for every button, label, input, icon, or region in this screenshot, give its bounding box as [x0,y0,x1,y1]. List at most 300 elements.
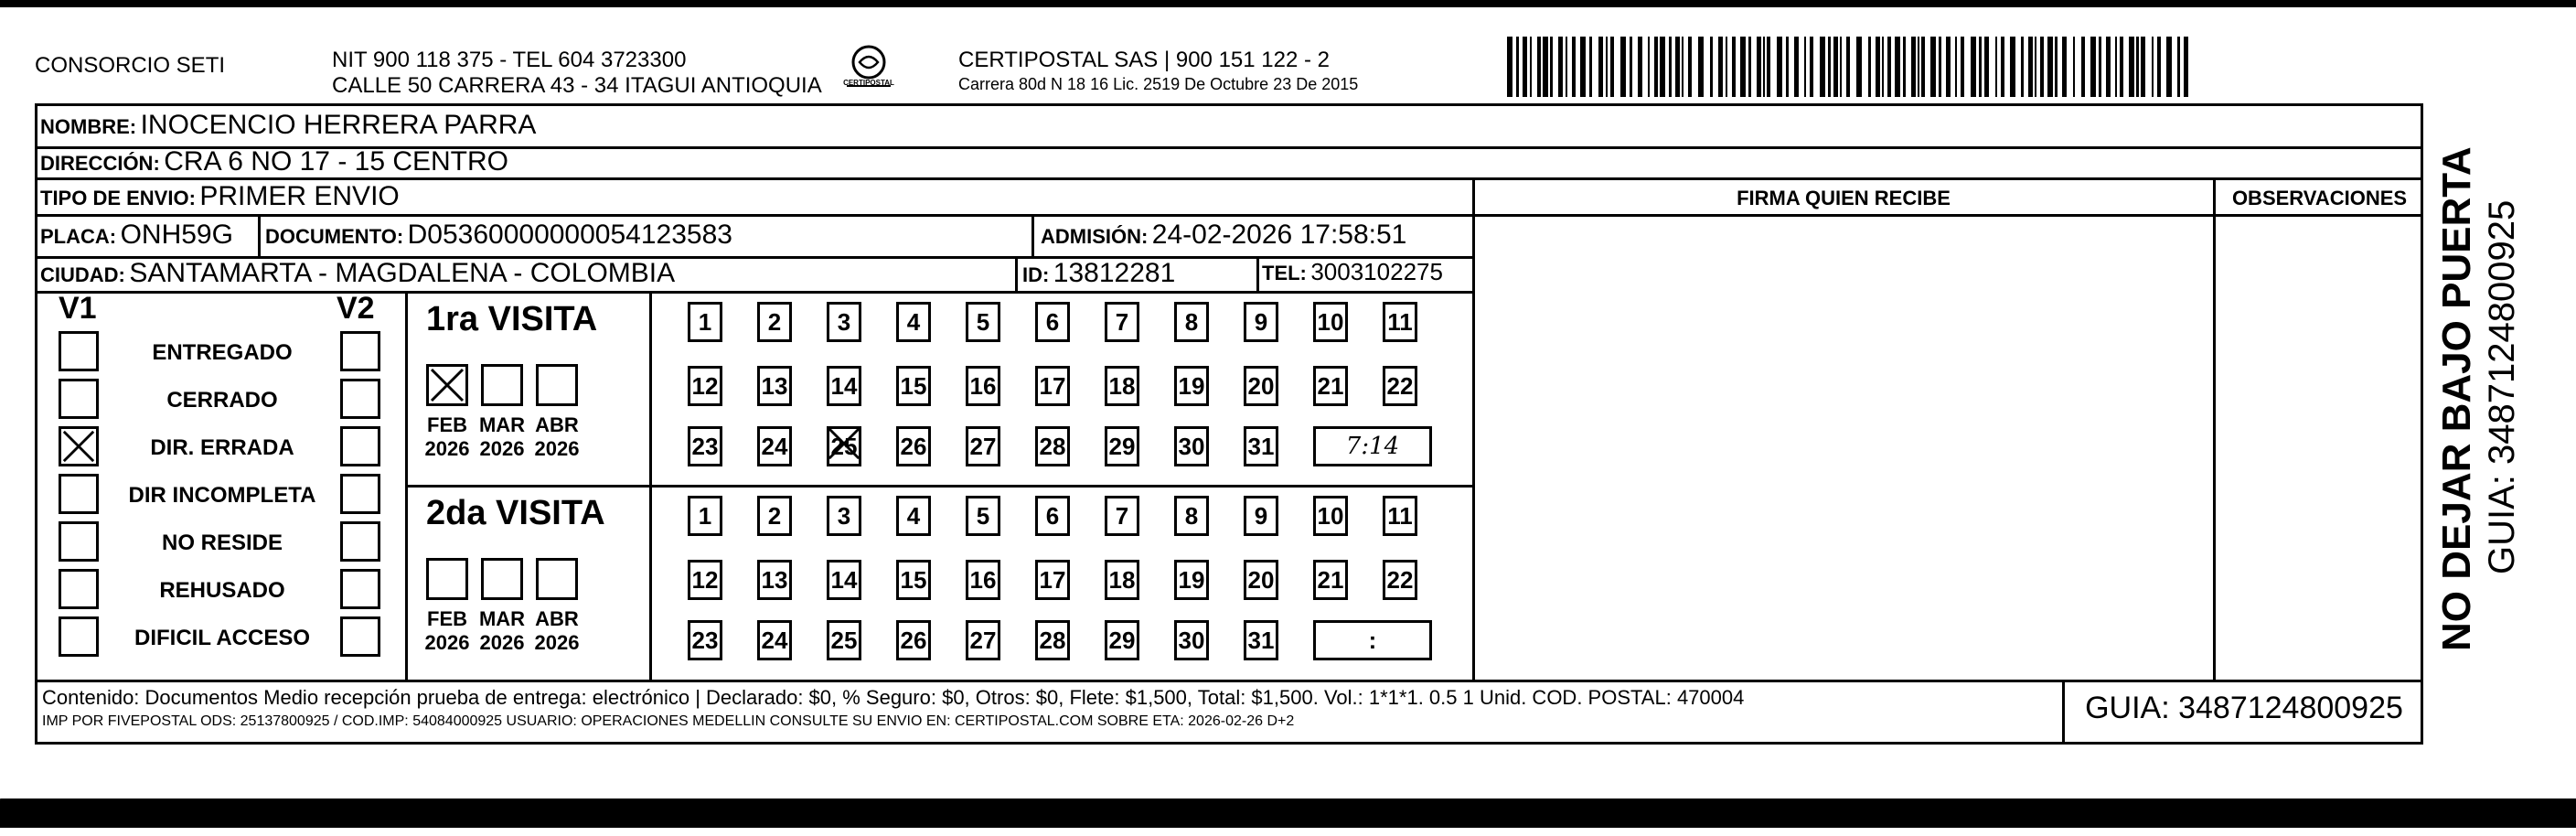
day-number: 20 [1247,372,1275,400]
month-checkbox[interactable] [426,558,468,600]
day-box[interactable] [1244,302,1278,342]
day-number: 2 [767,502,782,530]
barcode-bar [1930,37,1936,97]
day-number: 14 [830,566,858,594]
month-label [420,607,475,655]
barcode-bar [2177,37,2180,97]
barcode-bar [2152,37,2154,97]
barcode-bar [1732,37,1736,97]
placa-divider [258,214,261,256]
day-box[interactable] [1174,560,1209,600]
month-checkbox[interactable] [481,364,523,406]
day-box[interactable] [1174,426,1209,466]
day-box[interactable] [688,560,722,600]
barcode-bar [1955,37,1957,97]
barcode-bar [1620,37,1626,97]
day-box[interactable] [1313,366,1348,406]
id-cell [1022,258,1175,289]
day-box[interactable] [1035,302,1070,342]
day-number: 23 [691,627,719,654]
month-year: 2026 [534,437,580,460]
imp-line: IMP POR FIVEPOSTAL ODS: 25137800925 / COD.IMP: 54084000925 USUARIO: OPERACIONES MEDELLIN CONSULTE SU ENVIO EN: CERTIPOSTAL.COM SOBRE ETA: 2026-02-26 D+2 [42,713,1295,729]
day-box[interactable] [1174,302,1209,342]
day-number: 3 [837,502,851,530]
visit1-title: 1ra VISITA [426,300,598,338]
barcode-bar [1971,37,1976,97]
day-number: 28 [1039,627,1066,654]
day-number: 22 [1386,372,1414,400]
status-label: DIR INCOMPLETA [128,483,316,508]
barcode-bar [1918,37,1919,97]
barcode-bar [2010,37,2015,97]
day-number: 5 [976,308,990,336]
barcode-bar [1740,37,1746,97]
month-checkbox[interactable] [481,558,523,600]
obs-left-border [2213,177,2216,680]
month-year: 2026 [534,631,580,654]
barcode-bar [2106,37,2111,97]
barcode-bar [1979,37,1982,97]
day-box[interactable] [827,496,861,536]
placa-value: ONH59G [120,220,233,250]
day-box[interactable] [966,366,1000,406]
day-number: 24 [761,627,788,654]
day-number: 7 [1115,308,1129,336]
day-number: 23 [691,433,719,460]
day-number: 13 [761,566,788,594]
barcode-bar [2099,37,2101,97]
day-number: 13 [761,372,788,400]
barcode-bar [1606,37,1608,97]
barcode-bar [1921,37,1925,97]
day-box[interactable] [1035,560,1070,600]
certipostal-logo-icon [841,44,896,95]
v2-checkbox[interactable] [340,569,380,609]
day-box[interactable] [896,620,931,660]
tipo-label: TIPO DE ENVIO: [40,187,196,209]
day-box[interactable] [966,426,1000,466]
month-name: MAR [478,413,526,436]
day-number: 29 [1108,627,1136,654]
tel-cell [1262,258,1443,286]
barcode-bar [1523,37,1527,97]
firma-header-line [1474,214,2423,217]
barcode-bar [1777,37,1782,97]
barcode-bar [1748,37,1751,97]
barcode-bar [1946,37,1951,97]
barcode-bar [1903,37,1906,97]
month-checkbox[interactable] [536,558,578,600]
barcode-bar [1630,37,1632,97]
day-box[interactable] [757,366,792,406]
ciudad-cell [40,258,675,289]
day-box[interactable] [1244,560,1278,600]
barcode-bar [2136,37,2139,97]
barcode-bar [1767,37,1770,97]
barcode-bar [2081,37,2085,97]
day-box[interactable] [1244,496,1278,536]
month-name: FEB [427,607,467,630]
day-number: 29 [1108,433,1136,460]
day-box[interactable] [896,366,931,406]
day-number: 9 [1254,308,1268,336]
direccion-row [40,146,508,177]
barcode-bar [1598,37,1603,97]
day-box[interactable] [827,426,861,466]
firma-header: FIRMA QUIEN RECIBE [1737,187,1951,209]
barcode-bar [1537,37,1541,97]
day-box[interactable] [757,302,792,342]
day-number: 30 [1178,433,1205,460]
v2-checkbox[interactable] [340,426,380,466]
v1-checkbox[interactable] [59,331,99,371]
x-mark-icon [61,429,96,464]
direccion-label: DIRECCIÓN: [40,152,160,175]
ciudad-value: SANTAMARTA - MAGDALENA - COLOMBIA [129,258,676,288]
address-line: CALLE 50 CARRERA 43 - 34 ITAGUI ANTIOQUIA [332,73,822,98]
time-value: 7:14 [1345,433,1400,460]
barcode-bar [1688,37,1692,97]
day-box[interactable] [1383,302,1417,342]
day-box[interactable] [827,366,861,406]
day-box[interactable] [1174,620,1209,660]
time-box[interactable] [1313,426,1432,466]
day-box[interactable] [688,620,722,660]
barcode-bar [1530,37,1532,97]
barcode-bar [1654,37,1658,97]
day-box[interactable] [1035,620,1070,660]
nombre-value: INOCENCIO HERRERA PARRA [140,110,537,140]
barcode-bar [1846,37,1850,97]
day-box[interactable] [688,426,722,466]
barcode-bar [2001,37,2004,97]
month-name: MAR [478,607,526,630]
day-box[interactable] [1313,302,1348,342]
month-label [420,413,475,461]
day-box[interactable] [966,302,1000,342]
admision-divider [1031,214,1034,256]
day-box[interactable] [688,496,722,536]
day-box[interactable] [1174,366,1209,406]
nit-line: NIT 900 118 375 - TEL 604 3723300 [332,48,687,72]
day-box[interactable] [827,620,861,660]
barcode-bar [1882,37,1884,97]
day-box[interactable] [1383,366,1417,406]
day-number: 10 [1317,502,1344,530]
status-label: CERRADO [166,388,278,413]
month-label [475,413,529,461]
placa-label: PLACA: [40,225,117,248]
day-number: 4 [906,308,921,336]
day-number: 19 [1178,566,1205,594]
day-number: 15 [900,372,927,400]
v1-checkbox[interactable] [59,474,99,514]
day-number: 15 [900,566,927,594]
day-number: 6 [1045,502,1060,530]
barcode-bar [1516,37,1519,97]
day-box[interactable] [1313,560,1348,600]
time-value: : [1368,627,1377,654]
day-number: 17 [1039,372,1066,400]
day-number: 18 [1108,372,1136,400]
day-number: 21 [1317,372,1344,400]
barcode-bar [1939,37,1941,97]
day-number: 6 [1045,308,1060,336]
x-mark-icon [429,367,465,403]
barcode-bar [2047,37,2053,97]
day-number: 27 [969,433,997,460]
id-label: ID: [1022,263,1050,286]
day-box[interactable] [1105,366,1139,406]
day-number: 7 [1115,502,1129,530]
barcode-bar [2129,37,2134,97]
day-box[interactable] [757,560,792,600]
barcode-bar [1911,37,1916,97]
admision-label: ADMISIÓN: [1041,225,1149,248]
barcode-bar [1638,37,1642,97]
day-number: 1 [698,502,712,530]
day-number: 22 [1386,566,1414,594]
day-number: 16 [969,566,997,594]
barcode-bar [1718,37,1723,97]
nombre-row [40,110,536,141]
barcode-bar [2115,37,2117,97]
day-number: 5 [976,502,990,530]
v2-checkbox[interactable] [340,474,380,514]
day-number: 8 [1184,308,1199,336]
day-box[interactable] [1174,496,1209,536]
day-number: 14 [830,372,858,400]
day-box[interactable] [1035,496,1070,536]
certipostal-logo [841,44,896,95]
month-year: 2026 [479,437,525,460]
barcode-bar [1820,37,1825,97]
time-box[interactable] [1313,620,1432,660]
logo-text: CERTIPOSTAL [843,79,894,87]
barcode-bar [1995,37,1997,97]
tel-divider [1256,256,1259,291]
row-line-3 [35,214,1474,217]
id-divider [1015,256,1018,291]
day-box[interactable] [757,426,792,466]
barcode-bar [1868,37,1871,97]
day-number: 27 [969,627,997,654]
day-box[interactable] [1244,426,1278,466]
tipo-row [40,181,400,212]
day-number: 19 [1178,372,1205,400]
ciudad-label: CIUDAD: [40,263,125,286]
day-box[interactable] [1035,426,1070,466]
observaciones-header: OBSERVACIONES [2231,187,2408,209]
day-box[interactable] [1313,496,1348,536]
barcode-bar [1895,37,1900,97]
status-label: DIR. ERRADA [150,435,294,460]
month-name: ABR [535,607,579,630]
day-number: 21 [1317,566,1344,594]
barcode-bar [2166,37,2172,97]
barcode-bar [1961,37,1964,97]
day-box[interactable] [1383,496,1417,536]
day-number: 9 [1254,502,1268,530]
status-label: REHUSADO [159,578,285,603]
day-number: 31 [1247,433,1275,460]
day-box[interactable] [1244,620,1278,660]
day-number: 8 [1184,502,1199,530]
day-box[interactable] [1035,366,1070,406]
barcode-bar [1507,37,1512,97]
day-box[interactable] [688,302,722,342]
month-label [529,607,584,655]
day-number: 1 [698,308,712,336]
documento-value: D05360000000054123583 [407,220,732,250]
day-number: 25 [830,433,858,460]
company-name: CONSORCIO SETI [35,53,226,78]
barcode-bar [1804,37,1806,97]
barcode-bar [1763,37,1765,97]
tel-value: 3003102275 [1310,258,1443,285]
day-number: 12 [691,372,719,400]
no-dejar-text: NO DEJAR BAJO PUERTA [2434,146,2479,651]
admision-cell [1041,220,1406,251]
day-box[interactable] [1383,560,1417,600]
day-box[interactable] [1105,302,1139,342]
day-number: 25 [830,627,858,654]
day-number: 2 [767,308,782,336]
v1-checkbox[interactable] [59,616,99,657]
barcode-bar [2062,37,2067,97]
documento-cell [265,220,732,251]
contenido-line: Contenido: Documentos Medio recepción prueba de entrega: electrónico | Declarado: $0, % Seguro: $0, Otros: $0, Flete: $1,500, Total: $1,500. Vol.: 1*1*1. 0.5 1 Unid. COD. POSTAL: 470004 [42,686,1745,709]
day-number: 28 [1039,433,1066,460]
month-label [529,413,584,461]
day-x-mark [827,426,861,466]
barcode-bar [1887,37,1891,97]
side-guia-text: GUIA: 3487124800925 [2482,199,2522,574]
day-box[interactable] [896,496,931,536]
barcode-bar [1794,37,1799,97]
barcode-bar [1572,37,1576,97]
tel-label: TEL: [1262,262,1307,284]
placa-cell [40,220,233,251]
id-value: 13812281 [1053,258,1176,288]
barcode-bar [2035,37,2036,97]
day-number: 11 [1387,308,1413,336]
barcode-bar [1558,37,1563,97]
firma-left-border [1472,177,1475,680]
barcode-bar [1660,37,1665,97]
top-border [0,0,2576,7]
x-mark-icon [827,426,861,461]
v2-checkbox[interactable] [340,331,380,371]
barcode-bar [2073,37,2075,97]
day-number: 11 [1387,502,1413,530]
barcode-bar [1810,37,1813,97]
barcode-bar [2120,37,2123,97]
day-box[interactable] [896,426,931,466]
barcode-bar [2055,37,2058,97]
day-number: 24 [761,433,788,460]
month-label [475,607,529,655]
barcode-bar [1543,37,1548,97]
barcode-bar [1984,37,1989,97]
day-number: 3 [837,308,851,336]
day-number: 4 [906,502,921,530]
day-box[interactable] [757,620,792,660]
barcode-bar [2090,37,2096,97]
visit-split-line [405,485,1474,488]
month-year: 2026 [479,631,525,654]
day-box[interactable] [966,620,1000,660]
day-box[interactable] [1105,496,1139,536]
barcode-bar [1550,37,1553,97]
barcode-bar [1580,37,1586,97]
row-line-2 [35,177,2423,180]
v1-checkbox[interactable] [59,521,99,562]
day-box[interactable] [966,496,1000,536]
day-number: 16 [969,372,997,400]
barcode-bar [2021,37,2024,97]
barcode-bar [2040,37,2044,97]
day-box[interactable] [757,496,792,536]
day-box[interactable] [1105,560,1139,600]
admision-value: 24-02-2026 17:58:51 [1151,220,1407,250]
nombre-label: NOMBRE: [40,115,137,138]
day-box[interactable] [966,560,1000,600]
barcode-bar [1682,37,1683,97]
barcode-bar [1698,37,1704,97]
barcode-bar [1786,37,1789,97]
v2-checkbox[interactable] [340,521,380,562]
documento-label: DOCUMENTO: [265,225,404,248]
day-box[interactable] [827,302,861,342]
day-box[interactable] [1244,366,1278,406]
day-number: 26 [900,433,927,460]
month-checkbox[interactable] [536,364,578,406]
day-number: 10 [1317,308,1344,336]
month-name: FEB [427,413,467,436]
barcode-bar [1566,37,1567,97]
barcode-bar [1876,37,1880,97]
day-box[interactable] [1105,620,1139,660]
v1-checkbox[interactable] [59,569,99,609]
day-box[interactable] [1105,426,1139,466]
day-box[interactable] [688,366,722,406]
barcode-bar [1669,37,1672,97]
barcode-bar [2184,37,2188,97]
v1-checkbox[interactable] [59,426,99,466]
day-box[interactable] [896,302,931,342]
day-box[interactable] [896,560,931,600]
visit-days-border [649,291,652,680]
status-label: ENTREGADO [152,340,293,365]
v1-checkbox[interactable] [59,379,99,419]
v2-checkbox[interactable] [340,616,380,657]
barcode-bar [1710,37,1713,97]
barcode-bar [2157,37,2161,97]
barcode-bar [1610,37,1614,97]
barcode-bar [2141,37,2145,97]
v2-checkbox[interactable] [340,379,380,419]
barcode-bar [1840,37,1842,97]
day-number: 12 [691,566,719,594]
month-checkbox[interactable] [426,364,468,406]
v2-label: V2 [337,291,375,326]
barcode-bar [1726,37,1727,97]
day-number: 31 [1247,627,1275,654]
day-box[interactable] [827,560,861,600]
bottom-border-inner [0,782,2576,798]
barcode-bar [2028,37,2033,97]
